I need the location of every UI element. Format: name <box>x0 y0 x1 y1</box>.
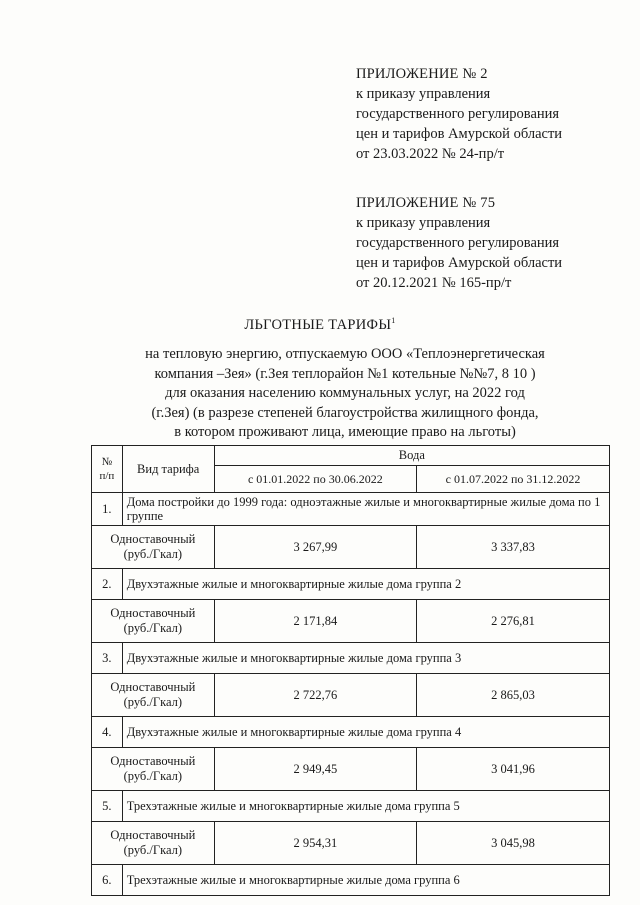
appendix-heading: ПРИЛОЖЕНИЕ № 2 <box>356 66 488 82</box>
rate-kind-line: Одноставочный <box>110 680 196 694</box>
column-header-number <box>92 446 123 493</box>
appendix-line: государственного регулирования <box>356 106 560 122</box>
table-row <box>92 717 610 748</box>
tariff-value-period-1: 3 267,99 <box>214 526 416 569</box>
tariff-value-period-2: 3 041,96 <box>417 748 610 791</box>
appendix-line: цен и тарифов Амурской области <box>356 126 563 142</box>
table-row <box>92 791 610 822</box>
group-label: Трехэтажные жилые и многоквартирные жилые дома группа 5 <box>122 791 609 822</box>
tariff-value-period-1: 2 949,45 <box>214 748 416 791</box>
table-row <box>92 865 610 896</box>
tariff-value-period-1: 2 954,31 <box>214 822 416 865</box>
column-header-number-line: № <box>101 456 113 468</box>
rate-kind-cell <box>92 600 215 643</box>
subtitle-line: компания –Зея» (г.Зея теплорайон №1 котельные №№7, 8 10 ) <box>154 365 536 382</box>
subtitle-line: в котором проживают лица, имеющие право на льготы) <box>174 424 516 440</box>
rate-kind-line: (руб./Гкал) <box>123 621 183 635</box>
document-subtitle <box>110 345 580 443</box>
rate-kind-line: (руб./Гкал) <box>123 695 183 709</box>
column-group-header-water: Вода <box>214 446 609 466</box>
rate-kind-line: (руб./Гкал) <box>123 547 183 561</box>
rate-kind-line: Одноставочный <box>110 606 196 620</box>
footnote-marker: 1 <box>391 316 396 325</box>
table-row <box>92 526 610 569</box>
column-header-period-2: с 01.07.2022 по 31.12.2022 <box>417 466 610 493</box>
appendix-75-reference <box>356 193 562 293</box>
group-number: 1. <box>92 493 123 526</box>
appendix-2-reference <box>356 64 562 164</box>
appendix-line: государственного регулирования <box>356 235 560 251</box>
column-header-period-1: с 01.01.2022 по 30.06.2022 <box>214 466 416 493</box>
appendix-line: цен и тарифов Амурской области <box>356 255 563 271</box>
group-label: Двухэтажные жилые и многоквартирные жилые дома группа 3 <box>122 643 609 674</box>
tariff-value-period-2: 3 337,83 <box>417 526 610 569</box>
group-label: Двухэтажные жилые и многоквартирные жилые дома группа 2 <box>122 569 609 600</box>
appendix-line: от 23.03.2022 № 24-пр/т <box>356 146 505 162</box>
tariff-value-period-2: 3 045,98 <box>417 822 610 865</box>
appendix-line: к приказу управления <box>356 215 491 231</box>
tariff-table <box>91 445 610 896</box>
table-row <box>92 748 610 791</box>
rate-kind-cell <box>92 748 215 791</box>
rate-kind-cell <box>92 674 215 717</box>
table-row <box>92 674 610 717</box>
document-title <box>0 316 640 334</box>
rate-kind-line: Одноставочный <box>110 754 196 768</box>
group-number: 6. <box>92 865 123 896</box>
tariff-value-period-2: 2 276,81 <box>417 600 610 643</box>
group-number: 4. <box>92 717 123 748</box>
table-row <box>92 600 610 643</box>
tariff-value-period-2: 2 865,03 <box>417 674 610 717</box>
column-header-tariff-kind: Вид тарифа <box>122 446 214 493</box>
group-label: Двухэтажные жилые и многоквартирные жилые дома группа 4 <box>122 717 609 748</box>
appendix-line: к приказу управления <box>356 86 491 102</box>
group-number: 5. <box>92 791 123 822</box>
group-label: Дома постройки до 1999 года: одноэтажные жилые и многоквартирные жилые дома по 1 группе <box>122 493 609 526</box>
rate-kind-cell <box>92 822 215 865</box>
subtitle-line: на тепловую энергию, отпускаемую ООО «Теплоэнергетическая <box>145 346 545 362</box>
table-row <box>92 643 610 674</box>
rate-kind-line: (руб./Гкал) <box>123 769 183 783</box>
table-row <box>92 493 610 526</box>
group-label: Трехэтажные жилые и многоквартирные жилые дома группа 6 <box>122 865 609 896</box>
appendix-heading: ПРИЛОЖЕНИЕ № 75 <box>356 195 496 211</box>
rate-kind-line: Одноставочный <box>110 532 196 546</box>
rate-kind-line: Одноставочный <box>110 828 196 842</box>
tariff-value-period-1: 2 171,84 <box>214 600 416 643</box>
subtitle-line: для оказания населению коммунальных услуг, на 2022 год <box>165 385 525 401</box>
appendix-line: от 20.12.2021 № 165-пр/т <box>356 275 512 291</box>
table-header-row <box>92 446 610 466</box>
subtitle-line: (г.Зея) (в разрезе степеней благоустройства жилищного фонда, <box>151 404 539 421</box>
rate-kind-cell <box>92 526 215 569</box>
group-number: 3. <box>92 643 123 674</box>
group-number: 2. <box>92 569 123 600</box>
rate-kind-line: (руб./Гкал) <box>123 843 183 857</box>
table-row <box>92 822 610 865</box>
table-row <box>92 569 610 600</box>
column-header-number-line: п/п <box>99 470 115 482</box>
tariff-value-period-1: 2 722,76 <box>214 674 416 717</box>
document-title-text: ЛЬГОТНЫЕ ТАРИФЫ <box>244 316 392 333</box>
